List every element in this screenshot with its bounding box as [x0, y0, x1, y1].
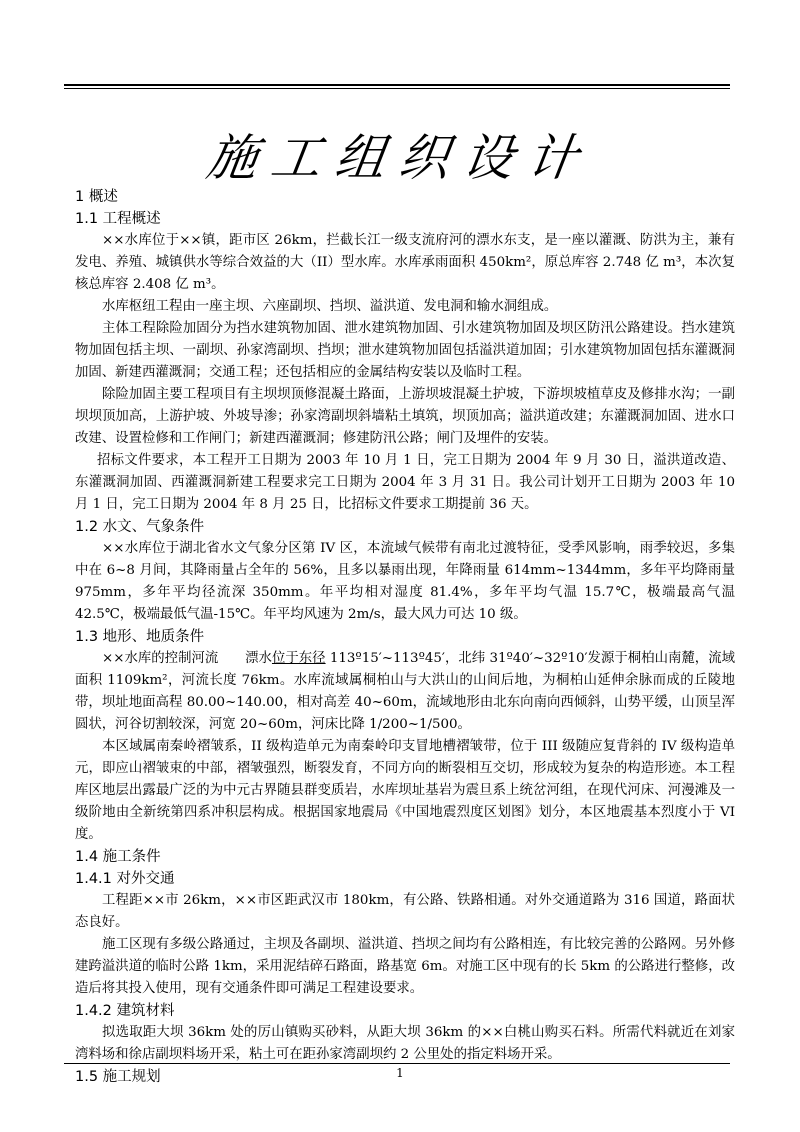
- paragraph: 招标文件要求，本工程开工日期为 2003 年 10 月 1 日，完工日期为 2004 年 9 月 30 日，溢洪道改造、东灌溉洞加固、西灌溉洞新建工程要求完工日期为 2004 年 3 月 31 日。我公司计划开工日期为 2003 年 10 月 1 日，完工日期为 2004 年 8 月 25 日，比招标文件要求工期提前 36 天。: [75, 453, 735, 512]
- paragraph: 本区域属南秦岭褶皱系，II 级构造单元为南秦岭印支冒地槽褶皱带，位于 III 级随应复背斜的 IV 级构造单元，即应山褶皱束的中部，褶皱强烈，断裂发育，不同方向的断裂相互交切，形成较为复杂的构造形迹。本工程库区地层出露最广泛的为中元古界随县群变质岩，水库坝址基岩为震旦系上统岔河组，在现代河床、河漫滩及一级阶地由全新统第四系冲积层构成。根据国家地震局《中国地震烈度区划图》划分，本区地震基本烈度小于 VI 度。: [75, 739, 735, 842]
- section-heading-1-1: 1.1 工程概述: [75, 211, 161, 227]
- paragraph: 施工区现有多级公路通过，主坝及各副坝、溢洪道、挡坝之间均有公路相连，有比较完善的公路网。另外修建跨溢洪道的临时公路 1km，采用泥结碎石路面，路基宽 6m。对施工区中现有的长 5km 的公路进行整修，改造后将其投入使用，现有交通条件即可满足工程建设要求。: [75, 937, 735, 996]
- section-heading-1-4: 1.4 施工条件: [75, 849, 161, 865]
- text-run: 113º15′~113º45′，北纬 31º40′~32º10′发源于桐柏山南麓，流域面积 1109km²，河流长度 76km。水库流域属桐柏山与大洪山的山间后地，为桐柏山延伸余脉而成的丘陵地带，坝址地面高程 80.00~140.00，相对高差 40~60m，流域地形由北东向南向西倾斜，山势平缓，山顶呈浑圆状，河谷切割较深，河宽 20~60m，河床比降 1/200~1/500。: [75, 651, 736, 732]
- paragraph: ××水库位于××镇，距市区 26km，拦截长江一级支流府河的漂水东支，是一座以灌溉、防洪为主，兼有发电、养殖、城镇供水等综合效益的大（II）型水库。水库承雨面积 450km²，原总库容 2.748 亿 m³，本次复核总库容 2.408 亿 m³。: [75, 233, 735, 292]
- section-heading-1-5: 1.5 施工规划: [75, 1069, 161, 1085]
- underlined-text: 位于东径: [271, 651, 326, 666]
- section-heading-1-4-2: 1.4.2 建筑材料: [75, 1003, 175, 1019]
- section-heading-1-2: 1.2 水文、气象条件: [75, 519, 205, 535]
- page-number: 1: [396, 1066, 404, 1080]
- header-rule-thin: [64, 88, 730, 89]
- paragraph: ××水库位于湖北省水文气象分区第 IV 区，本流域气候带有南北过渡特征，受季风影响，雨季较迟，多集中在 6~8 月间，其降雨量占全年的 56%，且多以暴雨出现，年降雨量 614mm~1344mm，多年平均降雨量 975mm，多年平均径流深 350mm。年平均相对湿度 81.4%，多年平均气温 15.7℃，极端最高气温 42.5℃，极端最低气温-15℃。年平均风速为 2m/s，最大风力可达 10 级。: [75, 541, 735, 622]
- text-run: ××水库的控制河流 漂水: [102, 651, 272, 666]
- paragraph: 拟选取距大坝 36km 处的厉山镇购买砂料，从距大坝 36km 的××白桃山购买石料。所需代料就近在刘家湾料场和徐店副坝料场开采，粘土可在距孙家湾副坝约 2 公里处的指定料场开采。: [75, 1025, 735, 1062]
- paragraph: [75, 648, 735, 736]
- footer-rule: [64, 1063, 730, 1064]
- header-rule: [64, 84, 730, 86]
- section-heading-1-3: 1.3 地形、地质条件: [75, 629, 205, 645]
- page-title: 施工组织设计: [203, 129, 596, 187]
- paragraph: 除险加固主要工程项目有主坝坝顶修混凝土路面，上游坝坡混凝土护坡，下游坝坡植草皮及修排水沟；一副坝坝顶加高，上游护坡、外坡导渗；孙家湾副坝斜墙粘土填筑，坝顶加高；溢洪道改建；东灌溉洞加固、进水口改建、设置检修和工作闸门；新建西灌溉洞；修建防汛公路；闸门及埋件的安装。: [75, 387, 735, 446]
- section-heading-1-4-1: 1.4.1 对外交通: [75, 871, 175, 887]
- paragraph: 工程距××市 26km，××市区距武汉市 180km，有公路、铁路相通。对外交通道路为 316 国道，路面状态良好。: [75, 893, 735, 930]
- paragraph: 主体工程除险加固分为挡水建筑物加固、泄水建筑物加固、引水建筑物加固及坝区防汛公路建设。挡水建筑物加固包括主坝、一副坝、孙家湾副坝、挡坝；泄水建筑物加固包括溢洪道加固；引水建筑物加固包括东灌溉洞加固、新建西灌溉洞；交通工程；还包括相应的金属结构安装以及临时工程。: [75, 321, 735, 380]
- paragraph: 水库枢纽工程由一座主坝、六座副坝、挡坝、溢洪道、发电洞和输水洞组成。: [102, 299, 558, 314]
- section-heading-1: 1 概述: [75, 189, 118, 205]
- document-body: [75, 186, 735, 1088]
